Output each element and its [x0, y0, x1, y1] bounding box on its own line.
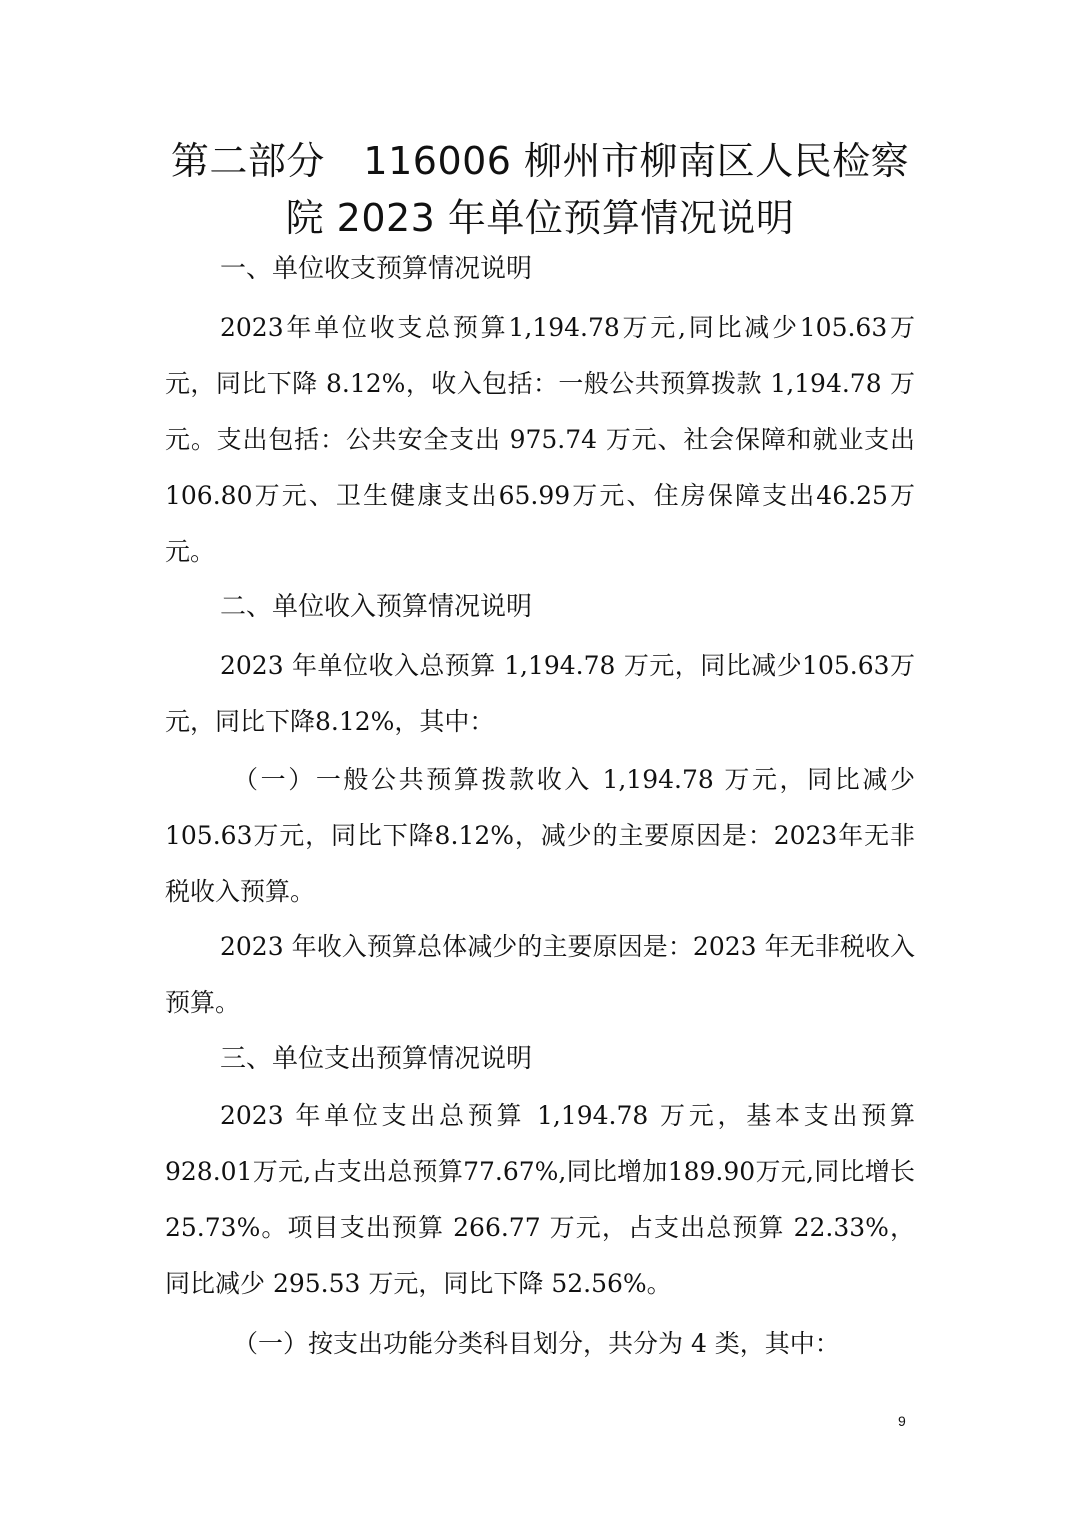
- paragraph-public-budget-income: （一）一般公共预算拨款收入 1,194.78 万元，同比减少105.63万元，同比下降8.12%，减少的主要原因是：2023年无非税收入预算。: [165, 765, 915, 906]
- document-title-line-2: 院 2023 年单位预算情况说明: [285, 196, 795, 240]
- section-heading-1: 一、单位收支预算情况说明: [220, 254, 533, 284]
- paragraph-income-summary: 2023 年单位收入总预算 1,194.78 万元，同比减少105.63万元，同比下降8.12%，其中：: [165, 651, 915, 736]
- paragraph-expenditure-summary: 2023 年单位支出总预算 1,194.78 万元，基本支出预算928.01万元,占支出总预算77.67%,同比增加189.90万元,同比增长 25.73%。项目支出预算 266.77 万元，占支出总预算 22.33%，同比减少 295.53 万元，同比下降 52.56%。: [165, 1101, 915, 1298]
- section-heading-2: 二、单位收入预算情况说明: [220, 592, 533, 622]
- document-title-line-1: 第二部分 116006 柳州市柳南区人民检察: [170, 139, 910, 183]
- paragraph-income-expenditure-summary: 2023年单位收支总预算1,194.78万元,同比减少105.63万元，同比下降 8.12%，收入包括：一般公共预算拨款 1,194.78 万元。支出包括：公共安全支出 975.74 万元、社会保障和就业支出106.80万元、卫生健康支出65.99万元、住房保障支出46.25万元。: [165, 313, 915, 566]
- page-number: 9: [898, 1413, 906, 1429]
- paragraph-functional-classification: （一）按支出功能分类科目划分，共分为 4 类，其中：: [233, 1329, 840, 1358]
- paragraph-income-decrease-reason: 2023 年收入预算总体减少的主要原因是：2023 年无非税收入预算。: [165, 932, 915, 1017]
- section-heading-3: 三、单位支出预算情况说明: [220, 1044, 533, 1074]
